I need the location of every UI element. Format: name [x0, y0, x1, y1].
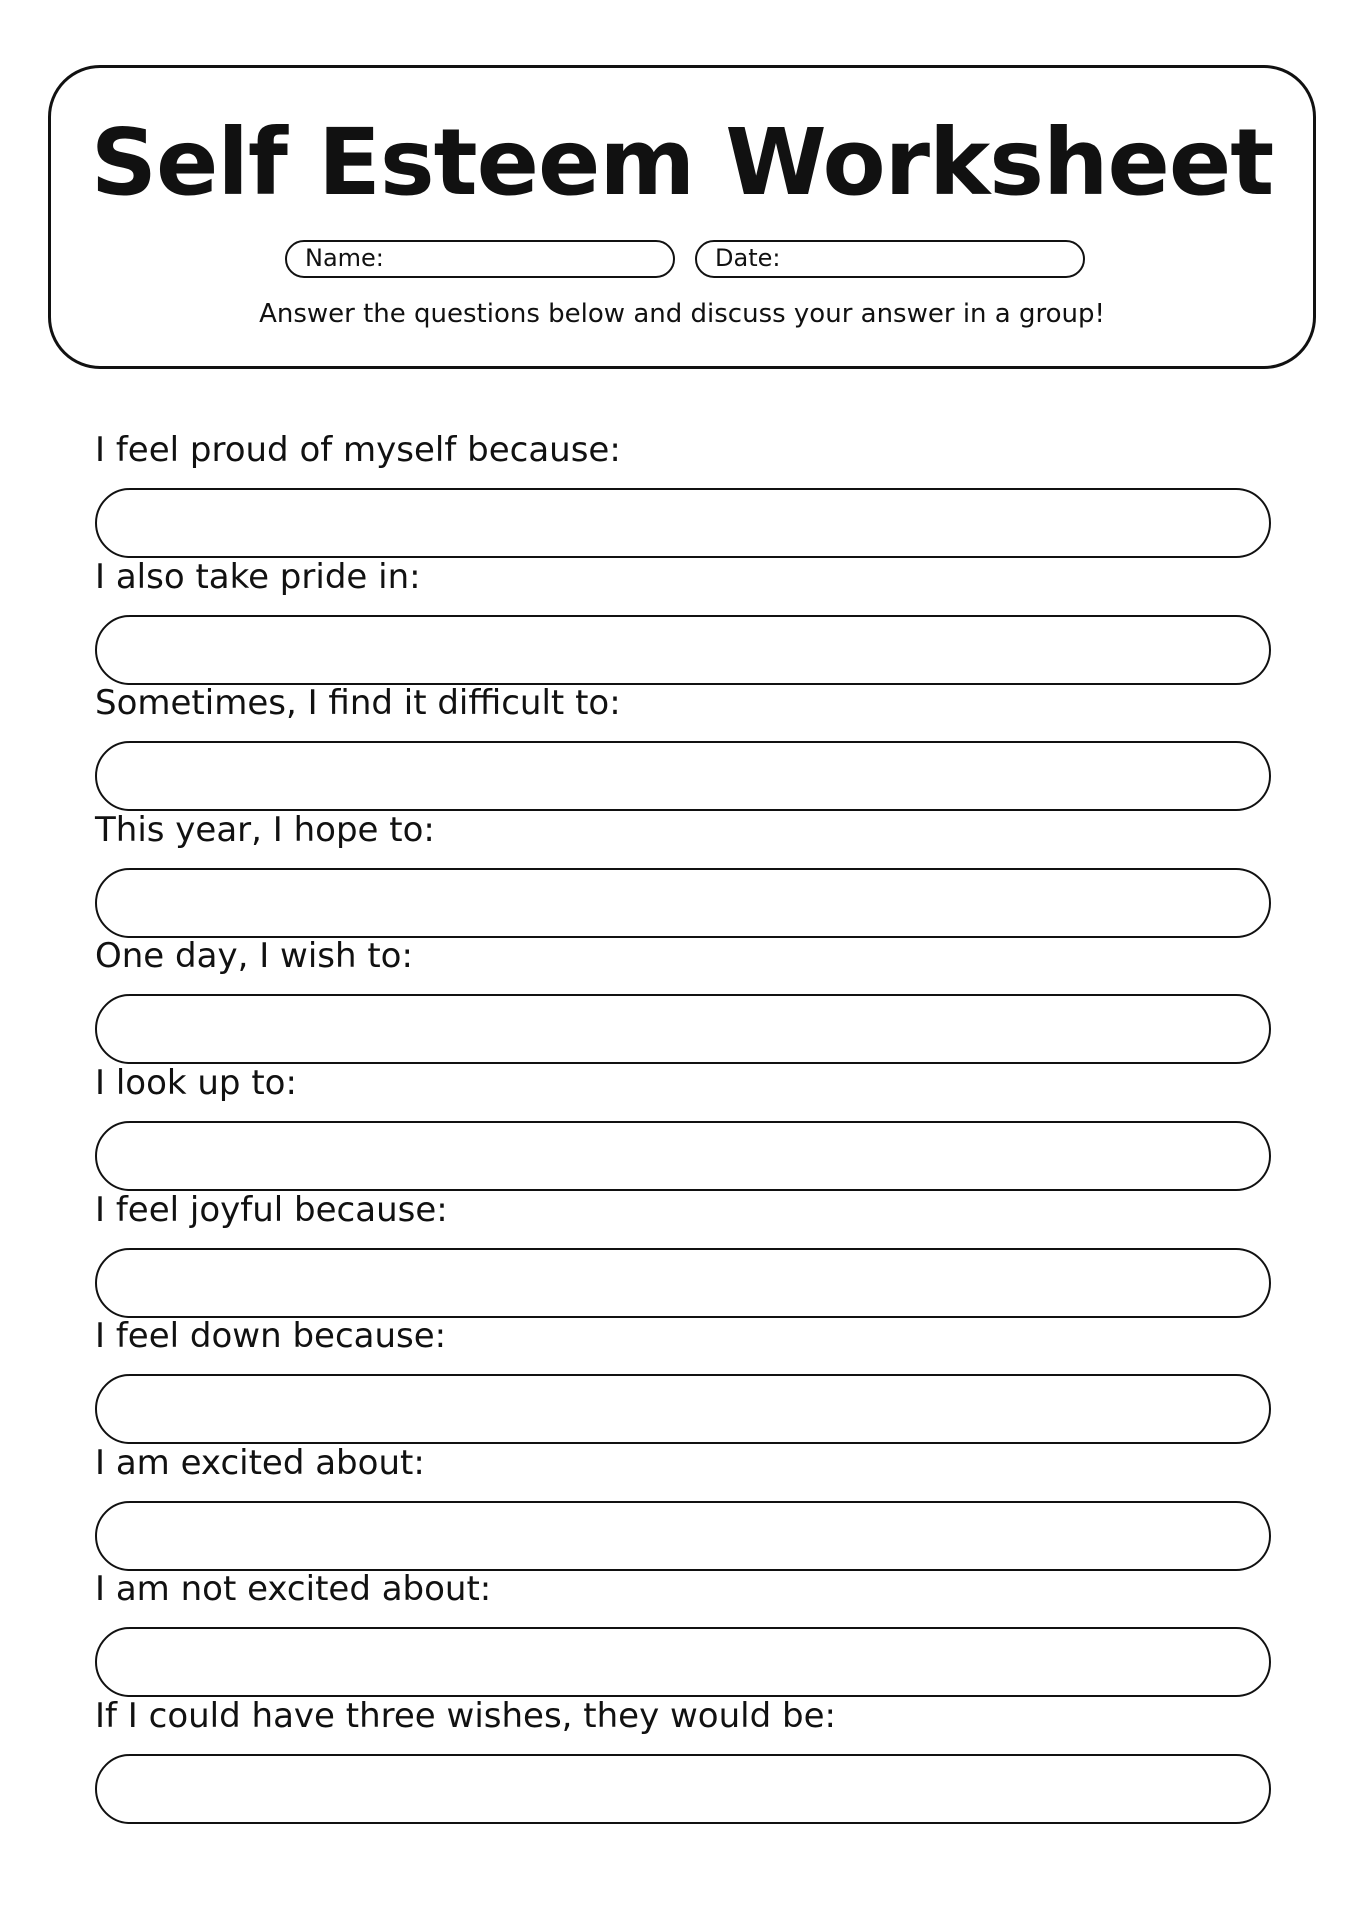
question-label: I also take pride in:	[95, 556, 421, 597]
name-label: Name:	[305, 244, 384, 272]
question-item	[95, 1569, 1271, 1696]
worksheet-title: Self Esteem Worksheet	[90, 109, 1274, 216]
name-field[interactable]	[285, 240, 675, 278]
answer-field[interactable]	[95, 1754, 1271, 1824]
question-label: If I could have three wishes, they would be:	[95, 1695, 836, 1736]
question-item	[95, 1063, 1271, 1190]
answer-field[interactable]	[95, 1374, 1271, 1444]
question-label: Sometimes, I find it difficult to:	[95, 683, 621, 724]
question-label: I feel proud of myself because:	[95, 430, 621, 470]
question-item	[95, 430, 1271, 557]
answer-field[interactable]	[95, 1121, 1271, 1191]
question-item	[95, 936, 1271, 1063]
answer-field[interactable]	[95, 741, 1271, 811]
answer-field[interactable]	[95, 868, 1271, 938]
question-label: I am excited about:	[95, 1442, 425, 1483]
question-label: I am not excited about:	[95, 1569, 492, 1610]
answer-field[interactable]	[95, 994, 1271, 1064]
question-item	[95, 1190, 1271, 1317]
question-item	[95, 683, 1271, 810]
answer-field[interactable]	[95, 1248, 1271, 1318]
answer-field[interactable]	[95, 1501, 1271, 1571]
answer-field[interactable]	[95, 615, 1271, 685]
question-item	[95, 810, 1271, 937]
question-item	[95, 557, 1271, 684]
question-label: I feel down because:	[95, 1316, 447, 1357]
header-box	[48, 65, 1316, 369]
question-label: I feel joyful because:	[95, 1189, 448, 1230]
question-label: One day, I wish to:	[95, 936, 413, 977]
question-label: I look up to:	[95, 1062, 297, 1103]
question-item	[95, 1443, 1271, 1570]
answer-field[interactable]	[95, 488, 1271, 558]
question-label: This year, I hope to:	[95, 809, 435, 850]
date-field[interactable]	[695, 240, 1085, 278]
instructions: Answer the questions below and discuss your answer in a group!	[259, 299, 1105, 329]
date-label: Date:	[715, 244, 781, 272]
question-list	[95, 430, 1271, 1823]
question-item	[95, 1316, 1271, 1443]
question-item	[95, 1696, 1271, 1823]
answer-field[interactable]	[95, 1627, 1271, 1697]
